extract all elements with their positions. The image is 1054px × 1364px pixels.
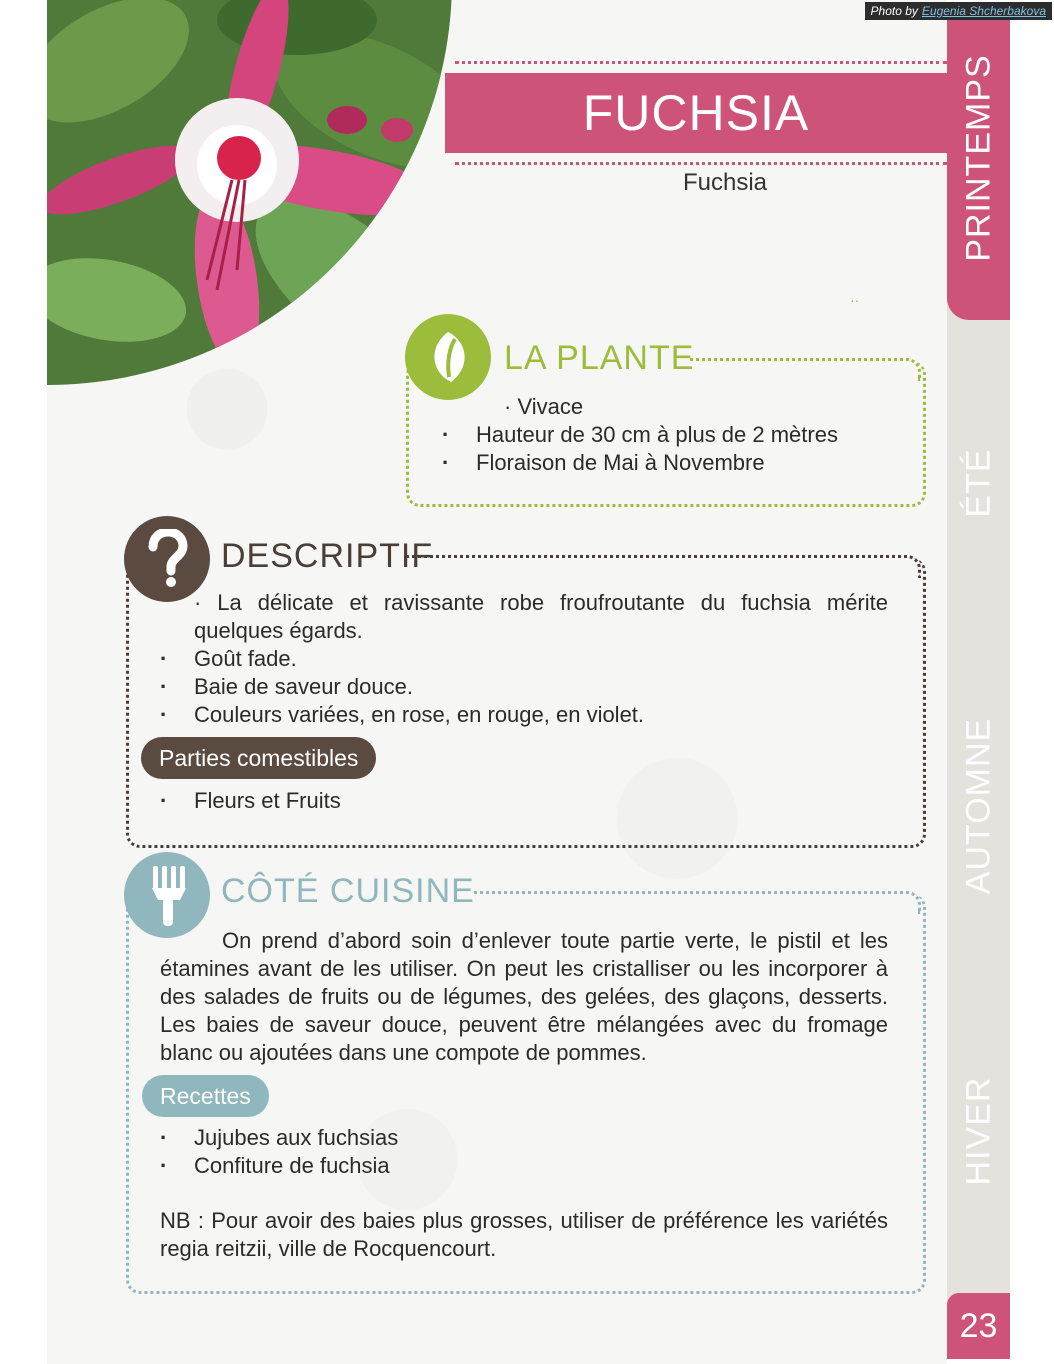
- cuisine-box-top: [474, 891, 921, 914]
- latin-name: Fuchsia: [682, 169, 768, 196]
- title-band: [445, 73, 947, 153]
- tab-hiver-label: HIVER: [959, 1076, 997, 1186]
- credit-author-link[interactable]: Eugenia Shcherbakova: [921, 4, 1046, 18]
- descriptif-intro: · La délicate et ravissante robe froufroutante du fuchsia mérite quelques égards.: [194, 590, 888, 643]
- tab-printemps-label: PRINTEMPS: [959, 54, 997, 262]
- descriptif-content: [160, 589, 888, 729]
- la-plante-content: [442, 393, 902, 477]
- decorative-dots: ··: [850, 292, 860, 308]
- page-title: FUCHSIA: [582, 85, 810, 141]
- recipe-item: · Confiture de fuchsia: [160, 1152, 660, 1180]
- descriptif-heading: DESCRIPTIF: [221, 537, 434, 575]
- descriptif-box-top: [406, 555, 921, 578]
- recipe-item: · Jujubes aux fuchsias: [160, 1124, 660, 1152]
- la-plante-item: · Hauteur de 30 cm à plus de 2 mètres: [442, 421, 902, 449]
- recipes-list: [160, 1124, 660, 1180]
- recipes-label: Recettes: [142, 1075, 269, 1117]
- la-plante-item: · Vivace: [504, 394, 584, 419]
- edible-item: · Fleurs et Fruits: [160, 787, 660, 815]
- la-plante-item: · Floraison de Mai à Novembre: [442, 449, 902, 477]
- page-number: 23: [947, 1293, 1010, 1359]
- photo-credit: [865, 2, 1052, 20]
- cuisine-note: NB : Pour avoir des baies plus grosses, utiliser de préférence les variétés regia reitzii, ville de Rocquencourt.: [160, 1208, 888, 1261]
- cuisine-paragraph: On prend d’abord soin d’enlever toute partie verte, le pistil et les étamines avant de les utiliser. On peut les cristalliser ou les incorporer à des salades de fruits ou de légumes, des gelées, des glaçons, desserts. Les baies de saveur douce, peuvent être mélangées avec du fromage blanc ou ajoutées dans une compote de pommes.: [160, 928, 888, 1065]
- tab-ete-label: ÉTÉ: [959, 448, 997, 518]
- edible-parts-label: Parties comestibles: [141, 737, 376, 779]
- descriptif-item: · Goût fade.: [160, 645, 888, 673]
- leaf-icon: [405, 314, 491, 400]
- tab-automne-label: AUTOMNE: [959, 717, 997, 895]
- cuisine-heading: CÔTÉ CUISINE: [221, 872, 475, 910]
- edible-parts-list: [160, 787, 660, 815]
- fork-icon: [124, 852, 210, 938]
- descriptif-item: · Baie de saveur douce.: [160, 673, 888, 701]
- descriptif-item: · Couleurs variées, en rose, en rouge, en violet.: [160, 701, 888, 729]
- credit-prefix: Photo by: [870, 4, 918, 18]
- la-plante-heading: LA PLANTE: [504, 339, 695, 377]
- la-plante-box-top: [690, 358, 921, 381]
